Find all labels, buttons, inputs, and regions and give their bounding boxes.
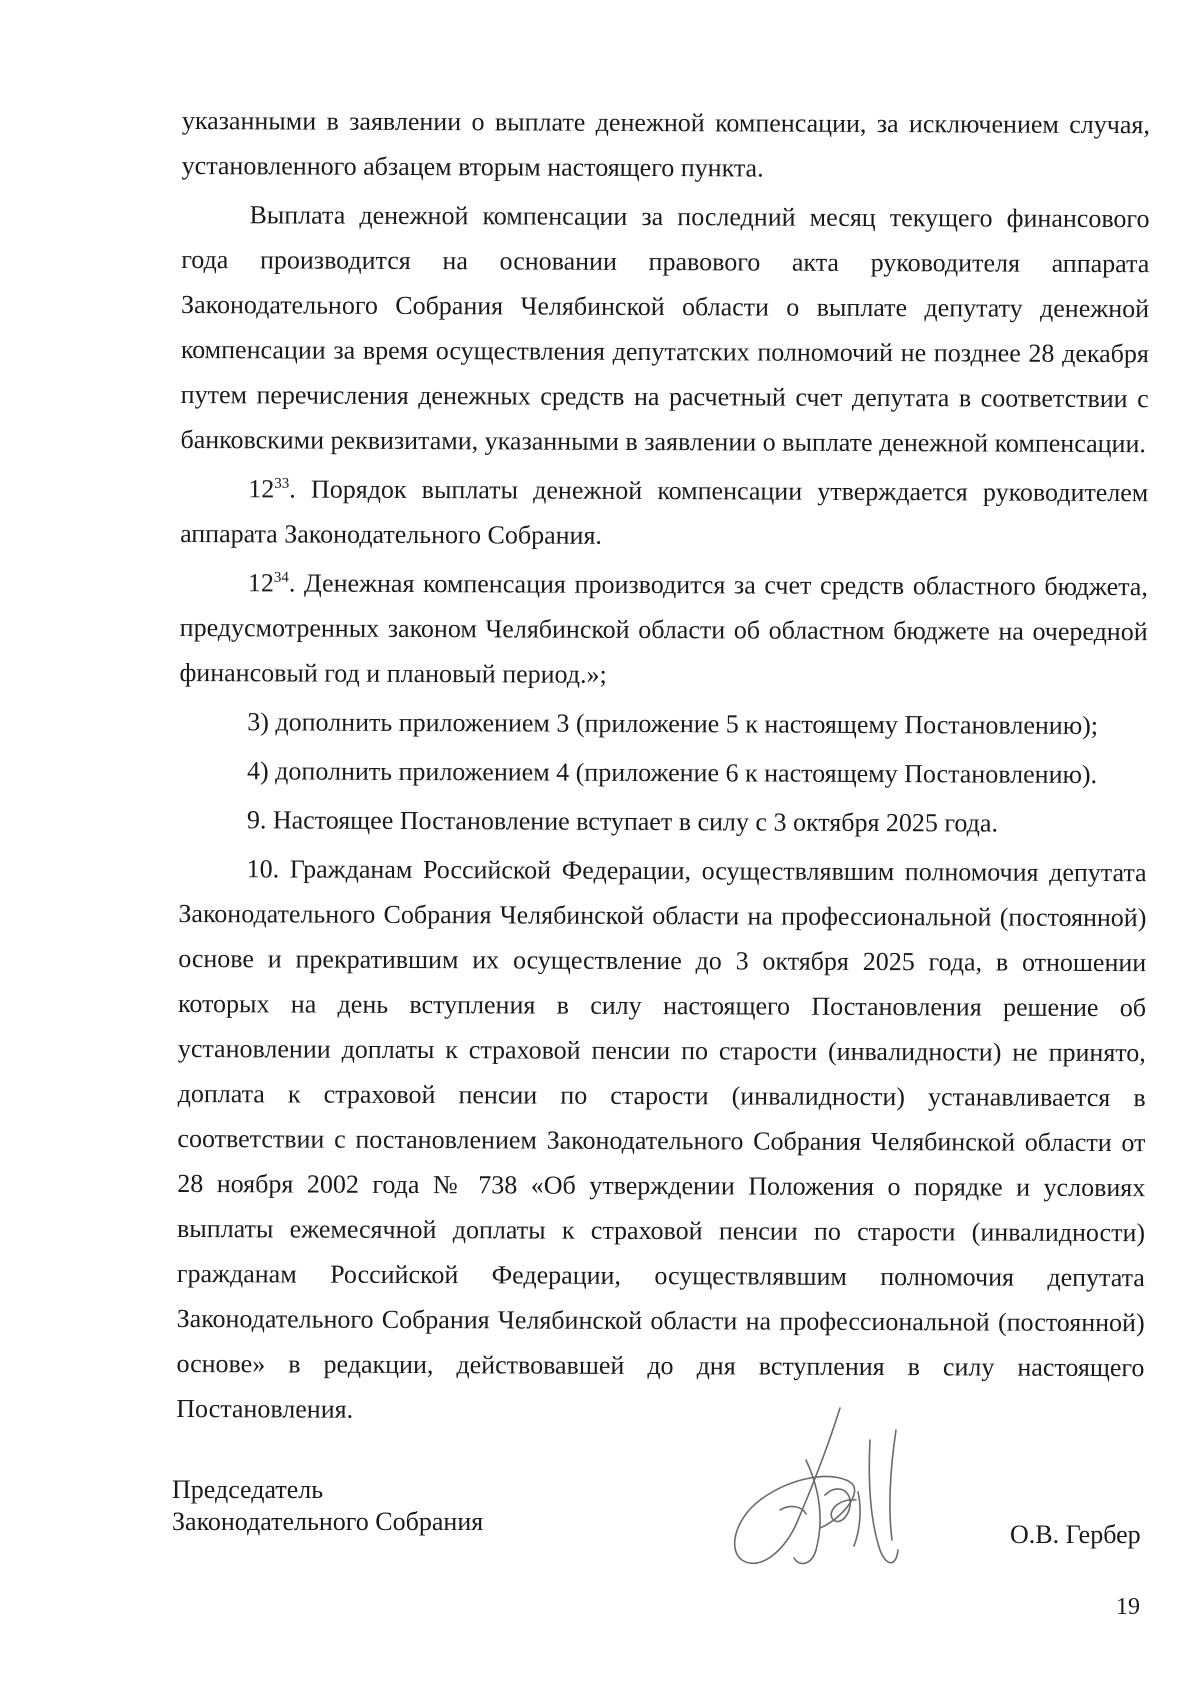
clause-number: 12	[247, 568, 274, 598]
paragraph-final-month-payment: Выплата денежной компенсации за последний месяц текущего финансового года производится на основании правового акта руководителя аппарата Законодательного Собрания Челябинской области о выплате депутату денежной компенсации за время осуществления депутатских полномочий не позднее 28 декабря путем перечисления денежных средств на расчетный счет депутата в соответствии с банковскими реквизитами, указанными в заявлении о выплате денежной компенсации.	[180, 200, 1150, 459]
clause-number: 12	[248, 474, 275, 504]
signatory-title-line1: Председатель	[172, 1475, 324, 1504]
clause-superscript: 34	[273, 569, 289, 586]
signatory-title-line2: Законодательного Собрания	[172, 1507, 484, 1536]
document-body	[176, 98, 1150, 1439]
clause-superscript: 33	[274, 475, 290, 492]
clause-text: . Порядок выплаты денежной компенсации утверждается руководителем аппарата Законодательного Собрания.	[180, 474, 1149, 550]
paragraph-continuation: указанными в заявлении о выплате денежной компенсации, за исключением случая, установленного абзацем вторым настоящего пункта.	[181, 105, 1150, 183]
clause-text: . Денежная компенсация производится за счет средств областного бюджета, предусмотренных законом Челябинской области об областном бюджете на очередной финансовый год и плановый период.»;	[179, 568, 1148, 689]
page-number: 19	[1116, 1594, 1140, 1620]
paragraph-12-34	[179, 560, 1148, 699]
paragraph-9: 9. Настоящее Постановление вступает в силу с 3 октября 2025 года.	[246, 805, 999, 838]
paragraph-12-33	[180, 466, 1148, 560]
paragraph-10: 10. Гражданам Российской Федерации, осуществлявшим полномочия депутата Законодательного Собрания Челябинской области на профессиональной (постоянной) основе и прекратившим их осуществление до 3 октября 2025 года, в отношении которых на день вступления в силу настоящего Постановления решение об установлении доплаты к страховой пенсии по старости (инвалидности) не принято, доплата к страховой пенсии по старости (инвалидности) устанавливается в соответствии с постановлением Законодательного Собрания Челябинской области от 28 ноября 2002 года № 738 «Об утверждении Положения о порядке и условиях выплаты ежемесячной доплаты к страховой пенсии по старости (инвалидности) гражданам Российской Федерации, осуществлявшим полномочия депутата Законодательного Собрания Челябинской области на профессиональной (постоянной) основе» в редакции, действовавшей до дня вступления в силу настоящего Постановления.	[176, 854, 1147, 1424]
paragraph-item-3: 3) дополнить приложением 3 (приложение 5 к настоящему Постановлению);	[247, 707, 1099, 741]
paragraph-item-4: 4) дополнить приложением 4 (приложение 6 к настоящему Постановлению).	[247, 756, 1098, 789]
signatory-name: О.В. Гербер	[1010, 1520, 1141, 1549]
signatory-title	[172, 1474, 483, 1538]
handwritten-signature-icon	[720, 1400, 950, 1580]
